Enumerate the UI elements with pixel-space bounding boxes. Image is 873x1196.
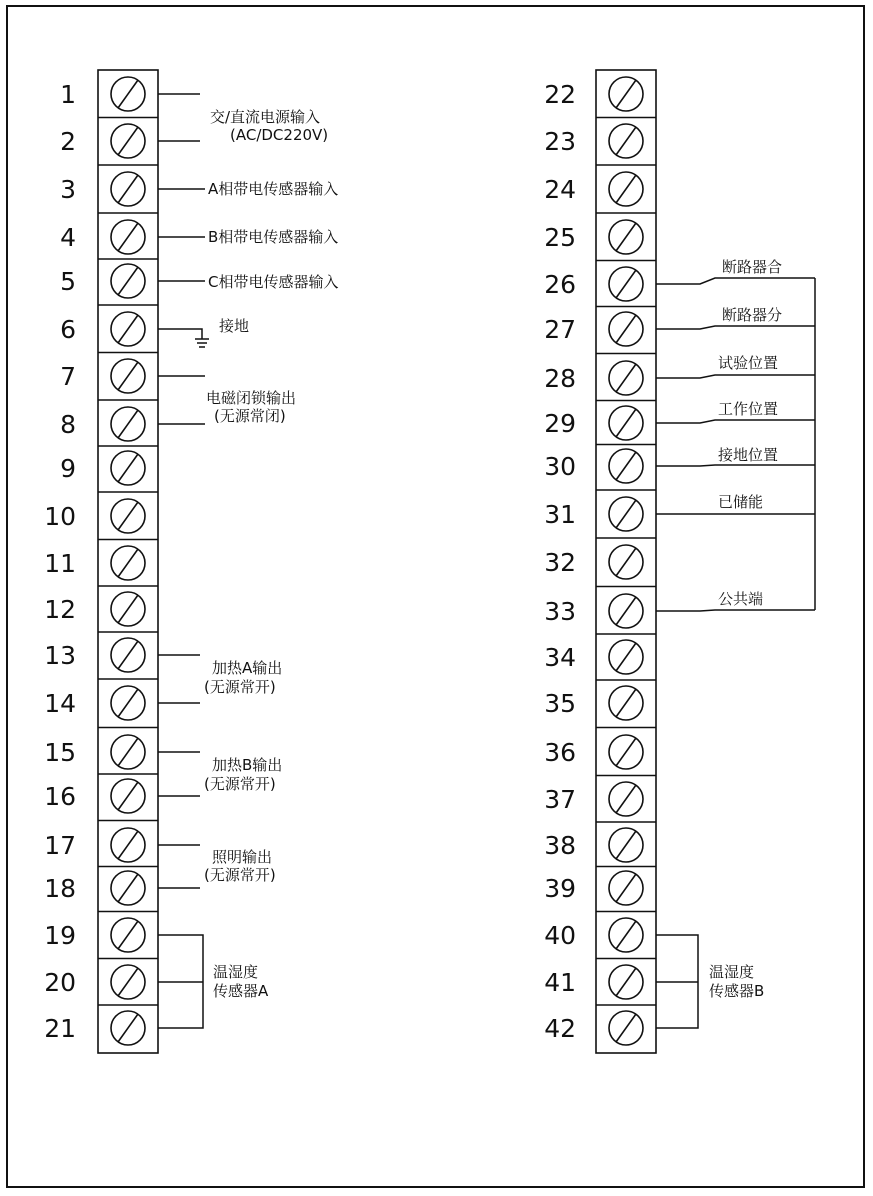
label-breaker-closed: 断路器合 bbox=[722, 258, 783, 276]
screw-slot bbox=[616, 409, 636, 437]
terminal-number: 33 bbox=[544, 597, 576, 626]
terminal-number: 23 bbox=[544, 127, 576, 156]
screw-slot bbox=[616, 643, 636, 671]
terminal-number: 8 bbox=[60, 410, 76, 439]
label-ground-position: 接地位置 bbox=[718, 446, 779, 464]
terminal-number: 7 bbox=[60, 362, 76, 391]
terminal-number: 29 bbox=[544, 409, 576, 438]
label-sensor-a: A相带电传感器输入 bbox=[208, 180, 339, 198]
terminal-number: 31 bbox=[544, 500, 576, 529]
screw-slot bbox=[118, 874, 138, 902]
wire-19-21-bracket bbox=[158, 935, 203, 1028]
screw-slot bbox=[616, 175, 636, 203]
screw-slot bbox=[118, 80, 138, 108]
wire-28 bbox=[656, 375, 815, 378]
screw-slot bbox=[616, 831, 636, 859]
label-ac-dc-power-2: (AC/DC220V) bbox=[230, 126, 329, 144]
terminal-number: 15 bbox=[44, 738, 76, 767]
wire-33 bbox=[656, 610, 815, 611]
label-th-sensor-b-1: 温湿度 bbox=[709, 963, 755, 981]
label-lighting-1: 照明输出 bbox=[212, 848, 273, 866]
screw-slot bbox=[118, 1014, 138, 1042]
terminal-number: 1 bbox=[60, 80, 76, 109]
screw-slot bbox=[118, 127, 138, 155]
terminal-number: 39 bbox=[544, 874, 576, 903]
terminal-number: 14 bbox=[44, 689, 76, 718]
screw-slot bbox=[118, 738, 138, 766]
label-heat-a-1: 加热A输出 bbox=[212, 659, 283, 677]
terminal-number: 12 bbox=[44, 595, 76, 624]
terminal-number: 21 bbox=[44, 1014, 76, 1043]
label-lighting-2: (无源常开) bbox=[204, 866, 276, 884]
screw-slot bbox=[118, 223, 138, 251]
label-th-sensor-b-2: 传感器B bbox=[709, 982, 765, 1000]
terminal-number: 24 bbox=[544, 175, 576, 204]
screw-slot bbox=[118, 410, 138, 438]
label-test-position: 试验位置 bbox=[718, 354, 779, 372]
screw-slot bbox=[118, 267, 138, 295]
label-sensor-c: C相带电传感器输入 bbox=[208, 273, 339, 291]
screw-slot bbox=[616, 1014, 636, 1042]
terminal-number: 5 bbox=[60, 267, 76, 296]
label-heat-a-2: (无源常开) bbox=[204, 678, 276, 696]
terminal-number: 28 bbox=[544, 364, 576, 393]
screw-slot bbox=[616, 968, 636, 996]
screw-slot bbox=[118, 362, 138, 390]
screw-slot bbox=[616, 500, 636, 528]
terminal-number: 30 bbox=[544, 452, 576, 481]
label-common: 公共端 bbox=[718, 590, 764, 608]
screw-slot bbox=[616, 689, 636, 717]
screw-slot bbox=[118, 175, 138, 203]
terminal-number: 26 bbox=[544, 270, 576, 299]
terminal-number: 27 bbox=[544, 315, 576, 344]
wire-30 bbox=[656, 465, 815, 466]
screw-slot bbox=[118, 315, 138, 343]
ground-symbol bbox=[195, 339, 209, 347]
terminal-number: 13 bbox=[44, 641, 76, 670]
label-energy-stored: 已储能 bbox=[718, 493, 764, 511]
screw-slot bbox=[118, 641, 138, 669]
terminal-number: 2 bbox=[60, 127, 76, 156]
label-ac-dc-power-1: 交/直流电源输入 bbox=[210, 108, 321, 126]
screw-slot bbox=[118, 968, 138, 996]
terminal-number: 9 bbox=[60, 454, 76, 483]
screw-slot bbox=[118, 782, 138, 810]
terminal-number: 35 bbox=[544, 689, 576, 718]
terminal-number: 16 bbox=[44, 782, 76, 811]
screw-slot bbox=[616, 127, 636, 155]
right-terminal-strip bbox=[544, 70, 656, 1053]
screw-slot bbox=[118, 689, 138, 717]
terminal-number: 19 bbox=[44, 921, 76, 950]
wire-27 bbox=[656, 326, 815, 329]
label-th-sensor-a-2: 传感器A bbox=[213, 982, 269, 1000]
terminal-number: 36 bbox=[544, 738, 576, 767]
screw-slot bbox=[616, 452, 636, 480]
wire-29 bbox=[656, 420, 815, 423]
terminal-number: 3 bbox=[60, 175, 76, 204]
terminal-number: 41 bbox=[544, 968, 576, 997]
label-work-position: 工作位置 bbox=[718, 400, 779, 418]
wire-40-42-bracket bbox=[656, 935, 698, 1028]
label-em-lock-1: 电磁闭锁输出 bbox=[206, 389, 297, 407]
screw-slot bbox=[616, 874, 636, 902]
screw-slot bbox=[118, 454, 138, 482]
screw-slot bbox=[118, 595, 138, 623]
screw-slot bbox=[616, 785, 636, 813]
label-sensor-b: B相带电传感器输入 bbox=[208, 228, 339, 246]
terminal-number: 10 bbox=[44, 502, 76, 531]
screw-slot bbox=[118, 921, 138, 949]
terminal-number: 18 bbox=[44, 874, 76, 903]
screw-slot bbox=[616, 364, 636, 392]
terminal-number: 6 bbox=[60, 315, 76, 344]
screw-slot bbox=[616, 921, 636, 949]
label-breaker-open: 断路器分 bbox=[722, 306, 783, 324]
terminal-number: 38 bbox=[544, 831, 576, 860]
terminal-number: 37 bbox=[544, 785, 576, 814]
screw-slot bbox=[118, 502, 138, 530]
terminal-number: 22 bbox=[544, 80, 576, 109]
screw-slot bbox=[616, 270, 636, 298]
terminal-number: 17 bbox=[44, 831, 76, 860]
screw-slot bbox=[616, 223, 636, 251]
screw-slot bbox=[616, 738, 636, 766]
terminal-number: 25 bbox=[544, 223, 576, 252]
screw-slot bbox=[616, 80, 636, 108]
terminal-number: 4 bbox=[60, 223, 76, 252]
label-heat-b-1: 加热B输出 bbox=[212, 756, 283, 774]
screw-slot bbox=[616, 597, 636, 625]
label-heat-b-2: (无源常开) bbox=[204, 775, 276, 793]
wire-6-ground bbox=[158, 329, 202, 339]
label-th-sensor-a-1: 温湿度 bbox=[213, 963, 259, 981]
label-ground: 接地 bbox=[219, 317, 250, 335]
terminal-number: 40 bbox=[544, 921, 576, 950]
screw-slot bbox=[616, 315, 636, 343]
screw-slot bbox=[118, 549, 138, 577]
wire-26 bbox=[656, 278, 815, 284]
screw-slot bbox=[616, 548, 636, 576]
label-em-lock-2: (无源常闭) bbox=[214, 407, 286, 425]
terminal-number: 32 bbox=[544, 548, 576, 577]
screw-slot bbox=[118, 831, 138, 859]
terminal-number: 11 bbox=[44, 549, 76, 578]
terminal-number: 34 bbox=[544, 643, 576, 672]
terminal-number: 20 bbox=[44, 968, 76, 997]
left-terminal-strip bbox=[44, 70, 158, 1053]
terminal-number: 42 bbox=[544, 1014, 576, 1043]
